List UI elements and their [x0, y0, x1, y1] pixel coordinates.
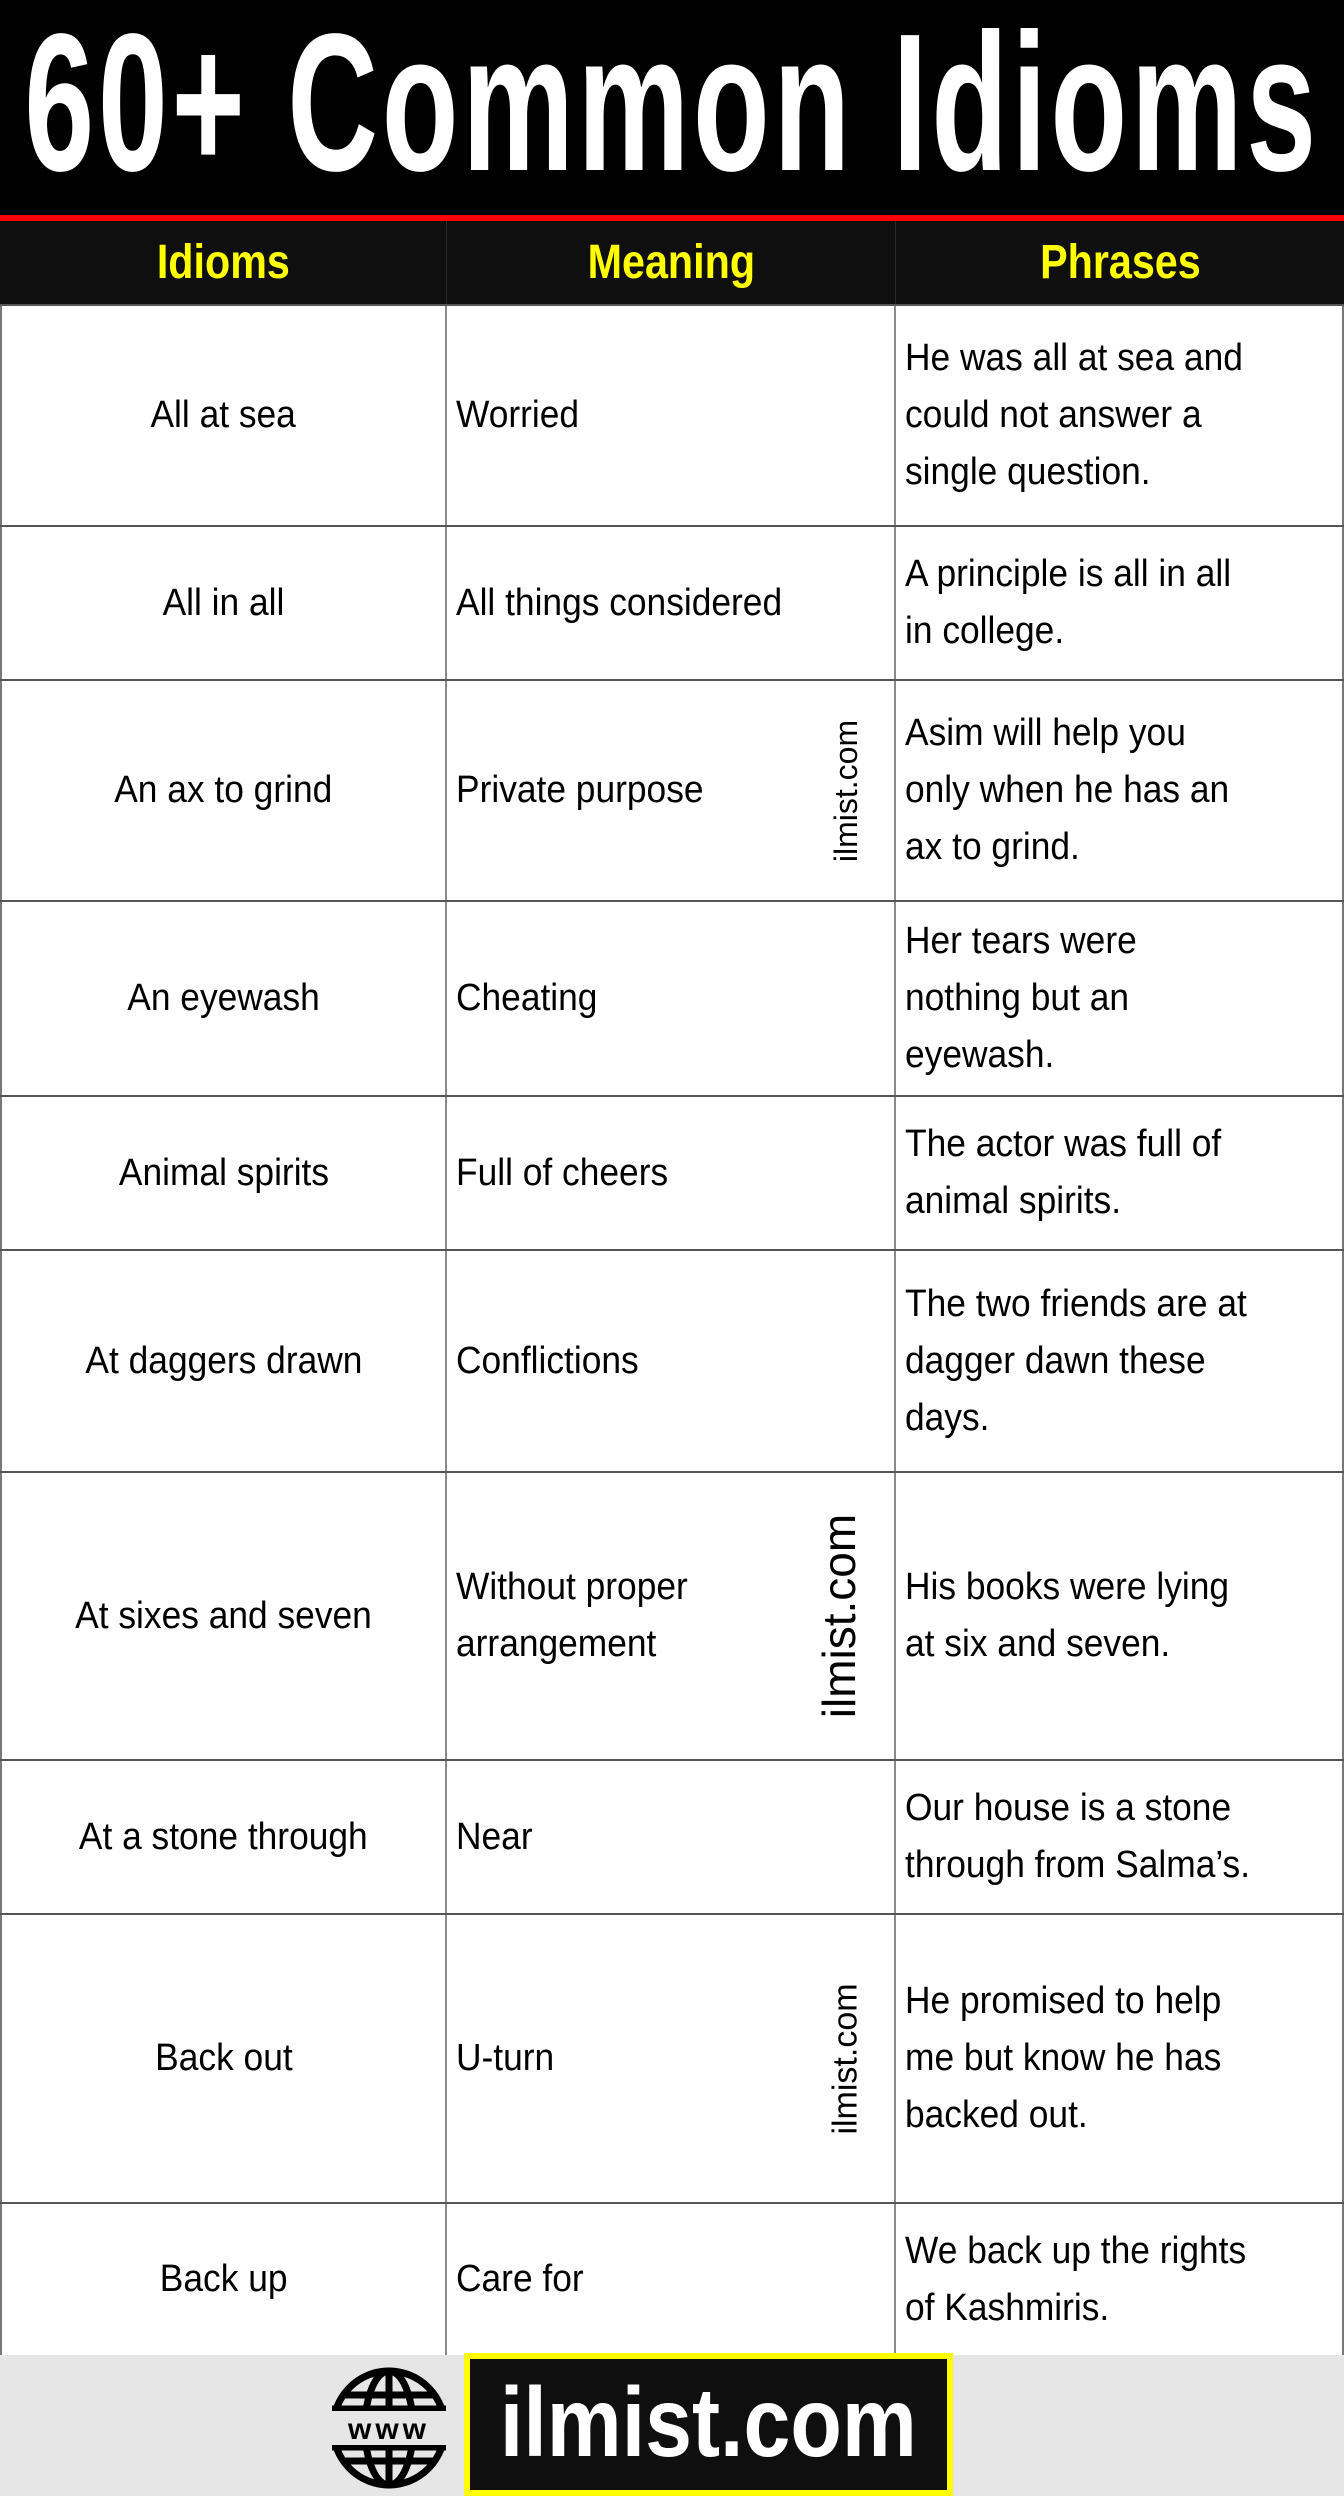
- meaning-cell-text: Cheating: [456, 977, 598, 1019]
- idiom-cell: [0, 1097, 447, 1249]
- table-row: [0, 1097, 1344, 1251]
- idiom-cell-text: At daggers drawn: [85, 1339, 362, 1382]
- idiom-cell: [0, 1761, 447, 1913]
- phrase-cell-text: He promised to help: [905, 1980, 1222, 2022]
- idiom-cell-text: All at sea: [150, 394, 297, 436]
- phrase-cell-text: The actor was full of: [905, 1123, 1222, 1165]
- footer: [0, 2355, 1344, 2496]
- phrase-cell: [896, 527, 1344, 679]
- table-row: [0, 1251, 1344, 1473]
- phrase-cell: [896, 1761, 1344, 1913]
- phrase-cell-text: ax to grind.: [905, 826, 1080, 868]
- column-header-meaning: Meaning: [447, 221, 896, 304]
- idiom-cell-text: Back up: [159, 2258, 288, 2300]
- idiom-cell: [0, 306, 447, 525]
- meaning-cell: [447, 1915, 896, 2202]
- phrase-cell-text: The two friends are at: [905, 1282, 1247, 1325]
- phrase-cell: [896, 1473, 1344, 1759]
- brand-link[interactable]: ilmist.com: [500, 2366, 917, 2477]
- meaning-cell-text: Full of cheers: [456, 1151, 669, 1194]
- phrase-cell-text: backed out.: [905, 2094, 1088, 2136]
- meaning-cell: [447, 1097, 896, 1249]
- phrase-cell-text: dagger dawn these: [905, 1339, 1206, 1382]
- phrase-cell-text: only when he has an: [905, 769, 1230, 811]
- phrase-cell: [896, 1097, 1344, 1249]
- idiom-cell: [0, 527, 447, 679]
- idiom-cell: [0, 2204, 447, 2355]
- meaning-cell: [447, 1761, 896, 1913]
- meaning-cell-text: Private purpose: [456, 769, 704, 811]
- table-row: [0, 527, 1344, 681]
- phrase-cell-text: of Kashmiris.: [905, 2286, 1110, 2329]
- phrase-cell-text: We back up the rights: [905, 2229, 1247, 2272]
- idiom-cell-text: At a stone through: [79, 1815, 368, 1858]
- idiom-cell-text: Back out: [154, 2037, 293, 2079]
- phrase-cell-text: could not answer a: [905, 394, 1202, 436]
- meaning-cell-text: Near: [456, 1815, 533, 1858]
- brand-badge[interactable]: [464, 2353, 953, 2496]
- table-row: [0, 1761, 1344, 1915]
- phrase-cell: [896, 681, 1344, 900]
- meaning-cell: [447, 1251, 896, 1471]
- idiom-cell-text: An eyewash: [127, 977, 320, 1019]
- column-header-phrases: Phrases: [1039, 236, 1201, 289]
- meaning-cell-text: Worried: [456, 394, 580, 436]
- phrase-cell-text: single question.: [905, 451, 1151, 493]
- table-row: [0, 681, 1344, 902]
- phrase-cell-text: His books were lying: [905, 1566, 1230, 1608]
- idiom-cell: [0, 1915, 447, 2202]
- column-header-idioms: Idioms: [0, 221, 447, 304]
- idiom-cell: [0, 681, 447, 900]
- idiom-cell-text: An ax to grind: [114, 769, 333, 811]
- phrase-cell: [896, 902, 1344, 1095]
- page-title: 60+ Common Idioms: [24, 0, 1320, 212]
- phrase-cell: [896, 1915, 1344, 2202]
- watermark-text: ilmist.com: [813, 1513, 866, 1719]
- meaning-cell: [447, 306, 896, 525]
- title-banner: [0, 0, 1344, 215]
- globe-label: www: [347, 2413, 431, 2446]
- meaning-cell: [447, 527, 896, 679]
- table-row: [0, 2204, 1344, 2357]
- idioms-table: [0, 304, 1344, 2357]
- watermark-text: ilmist.com: [828, 719, 865, 862]
- table-header: [0, 221, 1344, 304]
- phrase-cell-text: at six and seven.: [905, 1623, 1171, 1665]
- table-row: [0, 306, 1344, 527]
- phrase-cell-text: nothing but an: [905, 977, 1130, 1019]
- phrase-cell-text: me but know he has: [905, 2037, 1222, 2079]
- meaning-cell: [447, 681, 896, 900]
- meaning-cell: [447, 1473, 896, 1759]
- table-row: [0, 902, 1344, 1097]
- idiom-cell-text: At sixes and seven: [75, 1594, 372, 1637]
- meaning-cell-text: Conflictions: [456, 1339, 639, 1382]
- phrase-cell: [896, 306, 1344, 525]
- phrase-cell-text: Asim will help you: [905, 712, 1186, 754]
- meaning-cell-text: arrangement: [456, 1623, 657, 1665]
- phrase-cell: [896, 1251, 1344, 1471]
- globe-www-icon: [328, 2367, 450, 2489]
- meaning-cell: [447, 902, 896, 1095]
- phrase-cell-text: eyewash.: [905, 1034, 1055, 1076]
- idiom-cell: [0, 902, 447, 1095]
- idiom-cell-text: All in all: [162, 581, 285, 624]
- phrase-cell-text: Our house is a stone: [905, 1787, 1232, 1829]
- meaning-cell: [447, 2204, 896, 2355]
- meaning-cell-text: All things considered: [456, 581, 783, 624]
- phrase-cell-text: through from Salma’s.: [905, 1844, 1251, 1886]
- phrase-cell-text: Her tears were: [905, 920, 1137, 962]
- phrase-cell: [896, 2204, 1344, 2355]
- watermark-text: ilmist.com: [826, 1982, 865, 2135]
- idiom-cell-text: Animal spirits: [118, 1151, 329, 1194]
- meaning-cell-text: Without proper: [456, 1566, 688, 1608]
- meaning-cell-text: U-turn: [456, 2037, 555, 2079]
- phrase-cell-text: He was all at sea and: [905, 337, 1243, 379]
- phrase-cell-text: days.: [905, 1396, 990, 1439]
- table-row: [0, 1915, 1344, 2204]
- idiom-cell: [0, 1251, 447, 1471]
- phrase-cell-text: animal spirits.: [905, 1180, 1122, 1222]
- phrase-cell-text: in college.: [905, 610, 1065, 652]
- phrase-cell-text: A principle is all in all: [905, 553, 1232, 595]
- meaning-cell-text: Care for: [456, 2258, 584, 2300]
- idiom-cell: [0, 1473, 447, 1759]
- table-row: [0, 1473, 1344, 1761]
